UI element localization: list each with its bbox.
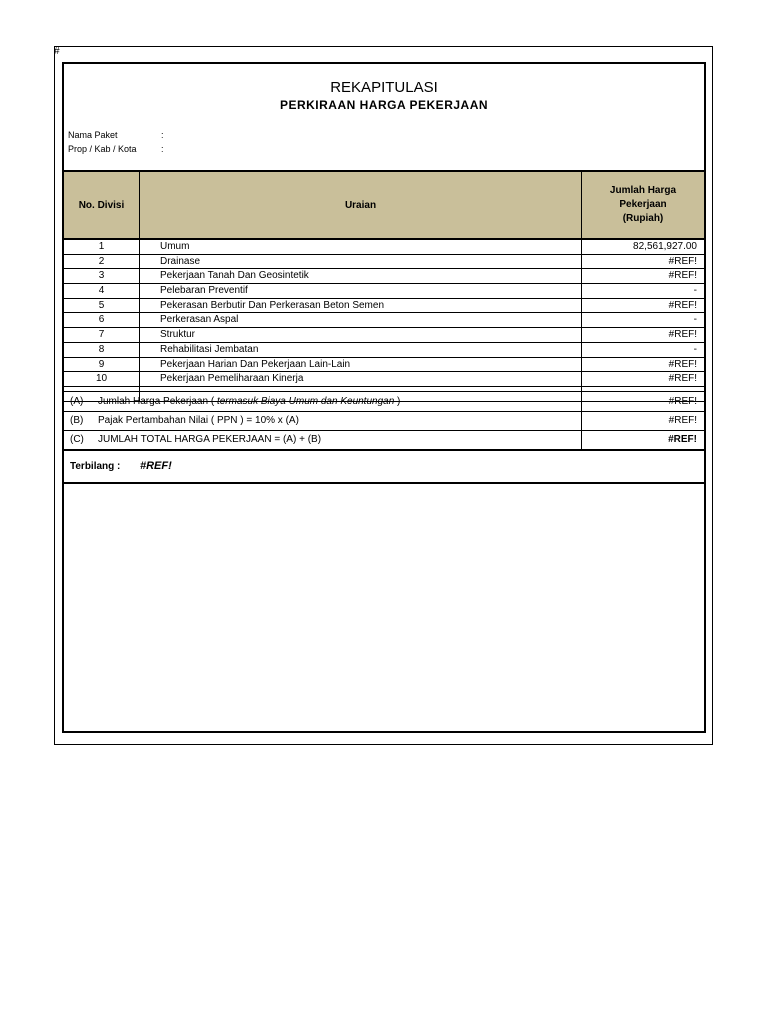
row-no: 8 <box>64 343 140 357</box>
summary-row-b <box>64 411 704 431</box>
terbilang-row <box>64 450 704 484</box>
column-header-no-divisi: No. Divisi <box>64 172 140 238</box>
info-label: Prop / Kab / Kota <box>68 144 137 154</box>
row-uraian: Pekerjaan Tanah Dan Geosintetik <box>160 270 309 282</box>
table-row <box>64 372 704 387</box>
row-value: - <box>693 343 697 355</box>
table-row <box>64 284 704 299</box>
summary-value-cell <box>581 411 705 430</box>
summary-value-cell <box>581 430 705 449</box>
row-value-cell <box>581 255 705 269</box>
corner-mark: # <box>54 46 60 57</box>
row-value-cell <box>581 343 705 357</box>
row-value-cell <box>581 372 705 386</box>
table-row <box>64 358 704 373</box>
document-frame <box>62 62 706 733</box>
table-row <box>64 269 704 284</box>
table-row <box>64 343 704 358</box>
row-value: #REF! <box>668 270 697 282</box>
row-uraian: Pelebaran Preventif <box>160 285 248 297</box>
terbilang-label: Terbilang : <box>70 461 121 472</box>
row-uraian: Pekerasan Berbutir Dan Perkerasan Beton Semen <box>160 299 385 311</box>
table-row <box>64 299 704 314</box>
info-label: Nama Paket <box>68 130 118 140</box>
summary-row-c <box>64 430 704 451</box>
row-value: #REF! <box>668 373 697 385</box>
table-header <box>64 170 704 240</box>
row-value: #REF! <box>668 329 697 341</box>
row-uraian: Umum <box>160 241 190 252</box>
column-header-line: Jumlah Harga <box>609 185 677 196</box>
row-uraian: Pekerjaan Harian Dan Pekerjaan Lain-Lain <box>160 358 351 370</box>
summary-tag: (A) <box>70 396 84 407</box>
row-uraian: Perkerasan Aspal <box>160 314 239 326</box>
row-value: #REF! <box>668 358 697 370</box>
column-header-jumlah-harga <box>582 172 704 238</box>
row-uraian: Pekerjaan Pemeliharaan Kinerja <box>160 373 304 385</box>
row-no: 10 <box>64 372 140 386</box>
row-value-cell <box>581 284 705 298</box>
info-prop-kab-kota <box>68 144 164 154</box>
page-subtitle: PERKIRAAN HARGA PEKERJAAN <box>279 98 489 112</box>
summary-text: Jumlah Harga Pekerjaan ( termasuk Biaya Umum dan Keuntungan ) <box>98 396 401 407</box>
info-nama-paket <box>68 130 164 140</box>
column-header-line: (Rupiah) <box>622 213 664 224</box>
row-no: 7 <box>64 328 140 342</box>
row-value: 82,561,927.00 <box>633 241 697 252</box>
row-value: - <box>693 314 697 326</box>
summary-tag: (B) <box>70 415 84 426</box>
summary-tag: (C) <box>70 434 84 445</box>
table-row <box>64 240 704 255</box>
row-no: 9 <box>64 358 140 372</box>
column-header-line: Pekerjaan <box>619 199 667 210</box>
row-no: 3 <box>64 269 140 283</box>
page-title: REKAPITULASI <box>330 79 438 96</box>
summary-value: #REF! <box>668 434 697 445</box>
row-no: 6 <box>64 313 140 327</box>
row-uraian: Struktur <box>160 329 196 341</box>
summary-row-a <box>64 391 704 412</box>
column-header-uraian: Uraian <box>140 172 582 238</box>
summary-value-cell <box>581 392 705 411</box>
row-uraian: Drainase <box>160 255 201 267</box>
row-uraian: Rehabilitasi Jembatan <box>160 343 259 355</box>
summary-value: #REF! <box>668 415 697 426</box>
table-row <box>64 313 704 328</box>
summary-text: Pajak Pertambahan Nilai ( PPN ) = 10% x (A) <box>98 415 299 426</box>
row-no: 2 <box>64 255 140 269</box>
terbilang-value: #REF! <box>140 460 172 472</box>
row-no: 1 <box>64 240 140 254</box>
row-value-cell <box>581 269 705 283</box>
row-value-cell <box>581 313 705 327</box>
table-row <box>64 328 704 343</box>
info-sep: : <box>161 130 164 140</box>
row-value-cell <box>581 299 705 313</box>
table-body <box>64 240 704 402</box>
row-no: 5 <box>64 299 140 313</box>
summary-text: JUMLAH TOTAL HARGA PEKERJAAN = (A) + (B) <box>98 434 322 445</box>
row-value: #REF! <box>668 255 697 267</box>
row-no: 4 <box>64 284 140 298</box>
row-value: #REF! <box>668 299 697 311</box>
row-value: - <box>693 285 697 297</box>
row-value-cell <box>581 240 705 254</box>
summary-value: #REF! <box>668 396 697 407</box>
info-sep: : <box>161 144 164 154</box>
row-value-cell <box>581 358 705 372</box>
row-value-cell <box>581 328 705 342</box>
table-row <box>64 255 704 270</box>
